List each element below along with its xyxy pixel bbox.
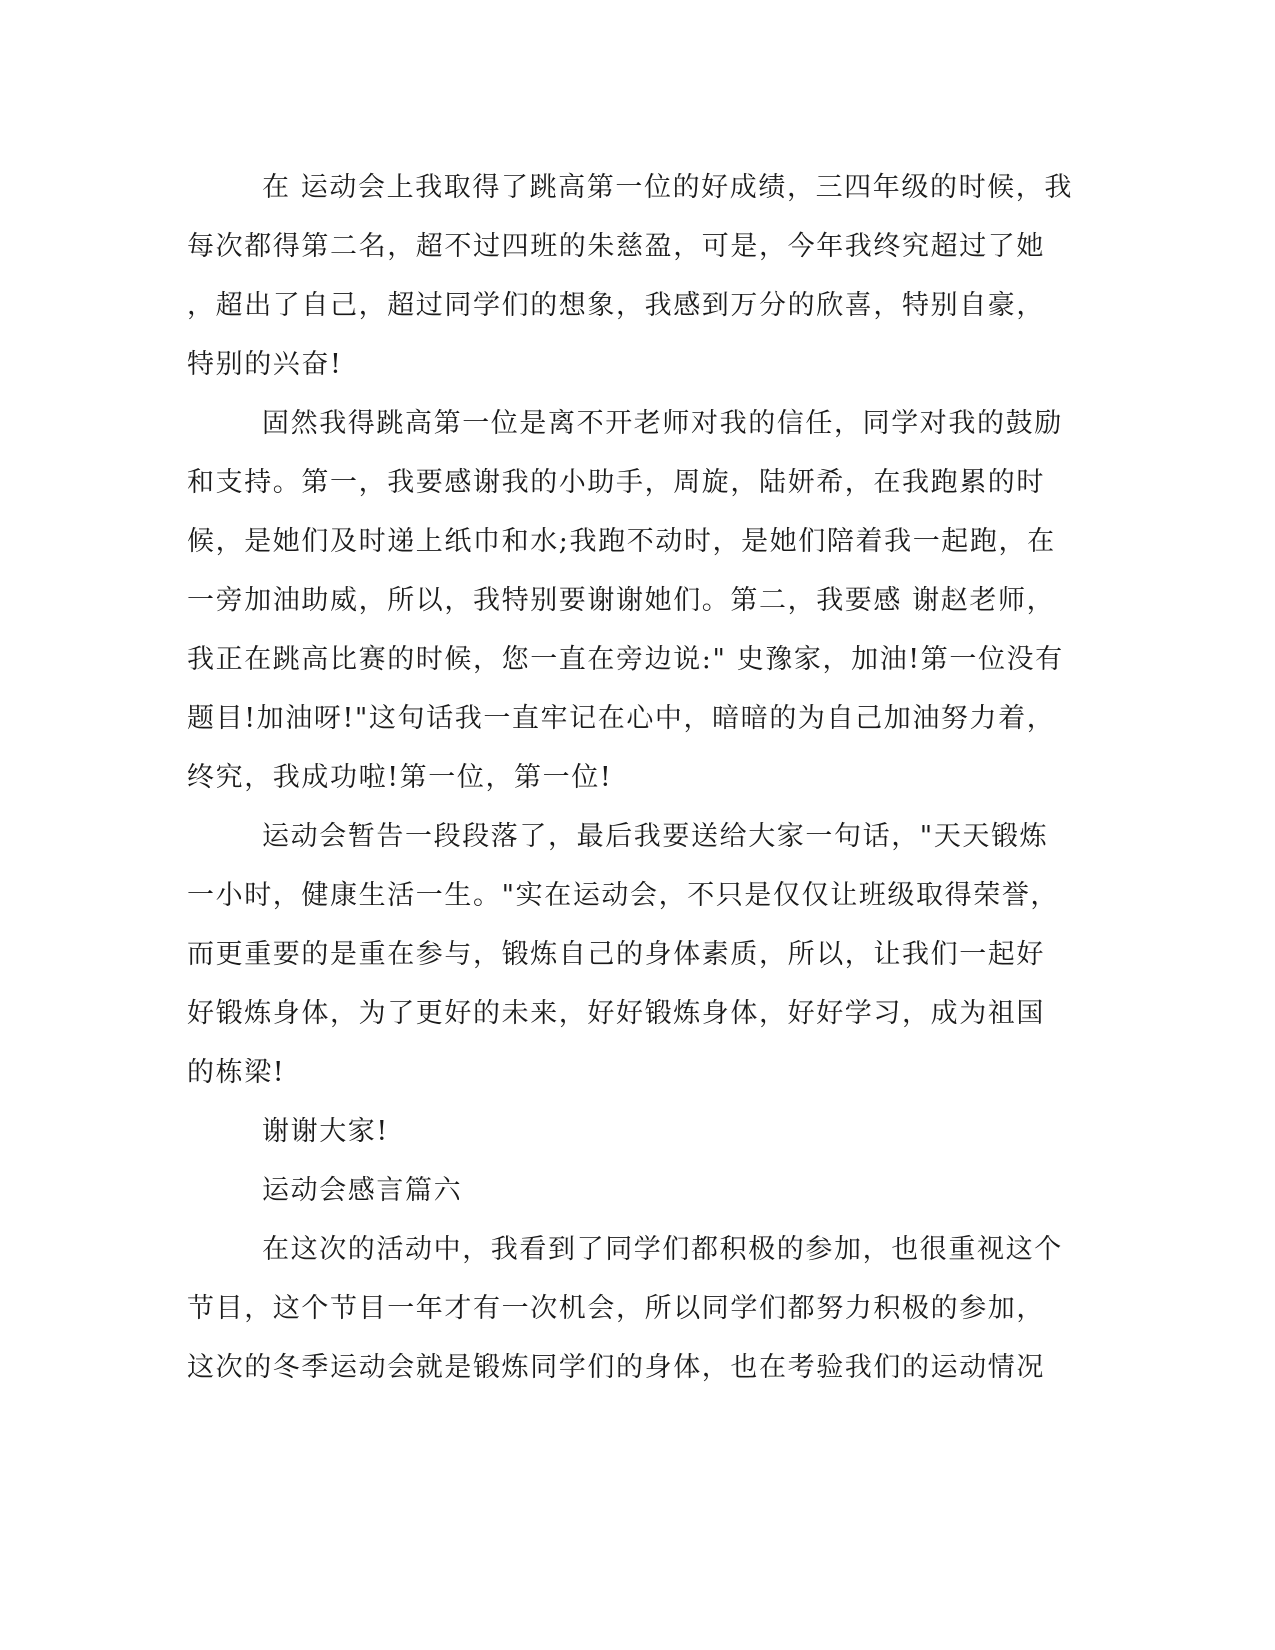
text-line: 我正在跳高比赛的时候，您一直在旁边说:" 史豫家，加油!第一位没有	[187, 644, 1064, 675]
text-line: 在这次的活动中，我看到了同学们都积极的参加，也很重视这个	[262, 1234, 1063, 1265]
text-line: 这次的冬季运动会就是锻炼同学们的身体，也在考验我们的运动情况	[187, 1352, 1045, 1383]
text-line: 和支持。第一，我要感谢我的小助手，周旋，陆妍希，在我跑累的时	[187, 467, 1045, 498]
text-line: 节目，这个节目一年才有一次机会，所以同学们都努力积极的参加，	[187, 1293, 1045, 1324]
text-line: ，超出了自己，超过同学们的想象，我感到万分的欣喜，特别自豪，	[187, 290, 1045, 321]
text-line: 好锻炼身体，为了更好的未来，好好锻炼身体，好好学习，成为祖国	[187, 998, 1045, 1029]
text-line: 每次都得第二名，超不过四班的朱慈盈，可是，今年我终究超过了她	[187, 231, 1045, 262]
text-line: 特别的兴奋!	[187, 349, 343, 380]
text-line: 题目!加油呀!"这句话我一直牢记在心中，暗暗的为自己加油努力着，	[187, 703, 1056, 734]
text-line: 在 运动会上我取得了跳高第一位的好成绩，三四年级的时候，我	[262, 172, 1073, 203]
text-line: 而更重要的是重在参与，锻炼自己的身体素质，所以，让我们一起好	[187, 939, 1045, 970]
text-line: 终究，我成功啦!第一位，第一位!	[187, 762, 613, 793]
text-line: 候，是她们及时递上纸巾和水;我跑不动时，是她们陪着我一起跑，在	[187, 526, 1056, 557]
text-line: 一旁加油助威，所以，我特别要谢谢她们。第二，我要感 谢赵老师，	[187, 585, 1056, 616]
text-line: 一小时，健康生活一生。"实在运动会，不只是仅仅让班级取得荣誉，	[187, 880, 1060, 911]
text-line: 的栋梁!	[187, 1057, 286, 1088]
text-line: 固然我得跳高第一位是离不开老师对我的信任，同学对我的鼓励	[262, 408, 1063, 439]
document-body	[187, 158, 1077, 1397]
text-line: 谢谢大家!	[262, 1116, 389, 1147]
section-heading: 运动会感言篇六	[262, 1175, 463, 1206]
text-line: 运动会暂告一段段落了，最后我要送给大家一句话，"天天锻炼	[262, 821, 1049, 852]
